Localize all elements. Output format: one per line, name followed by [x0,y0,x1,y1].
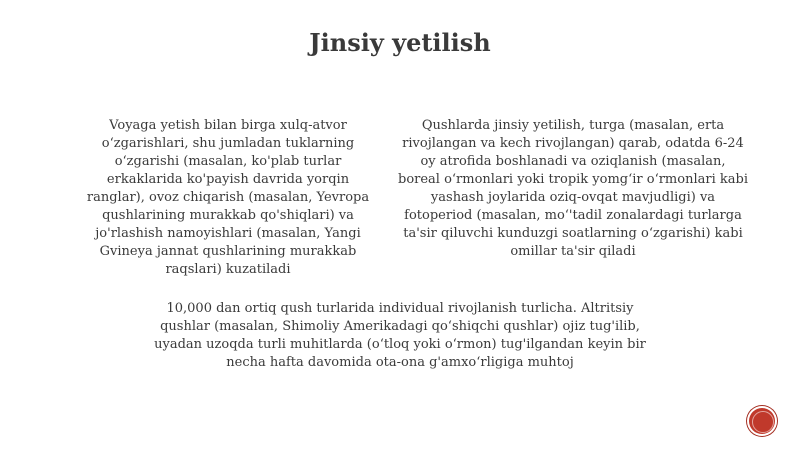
left-paragraph: Voyaga yetish bilan birga xulq-atvor o‘zgarishlari, shu jumladan tuklarning o‘zgarishi (masalan, ko'plab turlar erkaklarida ko'payish davrida yorqin ranglar), ovoz chiqarish (masalan, Yevropa qushlarining murakkab qo'shiqlari) va jo'rlashish namoyishlari (masalan, Yangi Gvineya jannat qushlarining murakkab raqslari) kuzatiladi [86,118,370,277]
right-paragraph: Qushlarda jinsiy yetilish, turga (masalan, erta rivojlangan va kech rivojlangan) qarab, odatda 6-24 oy atrofida boshlanadi va oziqlanish (masalan, boreal o‘rmonlari yoki tropik yomg‘ir o‘rmonlari kabi yashash joylarida oziq-ovqat mavjudligi) va fotoperiod (masalan, mo‘'tadil zonalardagi turlarga ta'sir qiluvchi kunduzgi soatlarning o‘zgarishi) kabi omillar ta'sir qiladi [398,118,748,259]
slide-title: Jinsiy yetilish [309,28,491,57]
circle-button-icon[interactable] [747,406,777,436]
bottom-paragraph: 10,000 dan ortiq qush turlarida individual rivojlanish turlicha. Altritsiy qushlar (masalan, Shimoliy Amerikadagi qo‘shiqchi qushlar) ojiz tug'ilib, uyadan uzoqda turli muhitlarda (o‘tloq yoki o‘rmon) tug'ilgandan keyin bir necha hafta davomida ota-ona g'amxo‘rligiga muhtoj [154,301,646,370]
